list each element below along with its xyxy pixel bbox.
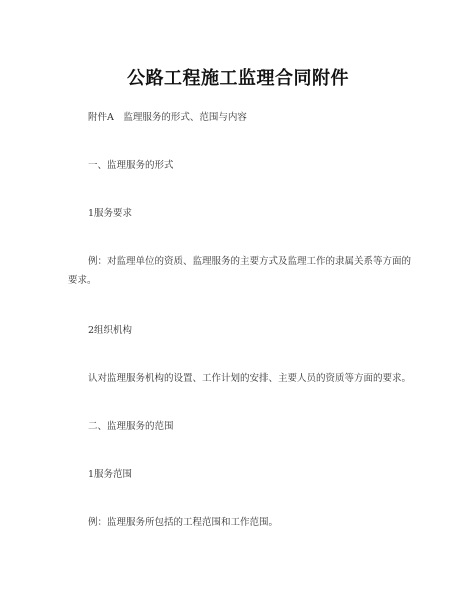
paragraph-service-requirements-example: 例：对监理单位的资质、监理服务的主要方式及监理工作的隶属关系等方面的要求。 [68, 256, 412, 286]
paragraph-service-scope-example: 例：监理服务所包括的工程范围和工作范围。 [88, 517, 279, 528]
paragraph-organization-body: 认对监理服务机构的设置、工作计划的安排、主要人员的资质等方面的要求。 [88, 373, 412, 384]
paragraph-service-scope-heading: 1服务范围 [88, 469, 133, 480]
paragraph-section-two-heading: 二、监理服务的范围 [88, 421, 174, 432]
paragraph-service-requirements-heading: 1服务要求 [88, 208, 133, 219]
document-title: 公路工程施工监理合同附件 [127, 68, 349, 89]
paragraph-organization-heading: 2组织机构 [88, 325, 133, 336]
paragraph-section-one-heading: 一、监理服务的形式 [88, 160, 174, 171]
paragraph-attachment-a: 附件A 监理服务的形式、范围与内容 [88, 112, 247, 123]
